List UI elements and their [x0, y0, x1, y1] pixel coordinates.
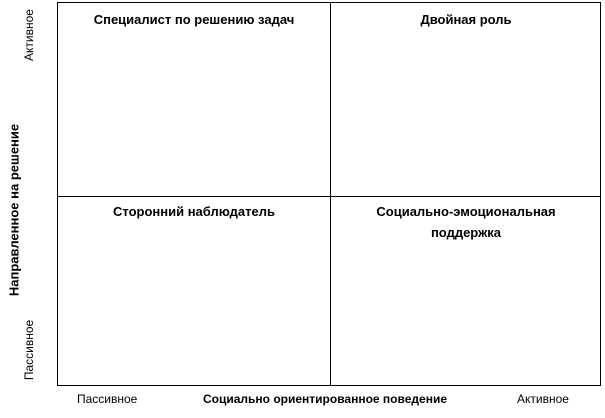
y-axis-low-label: Пассивное	[22, 319, 36, 381]
vertical-divider	[330, 3, 331, 385]
x-axis-low-label: Пассивное	[77, 392, 138, 406]
quadrant-bottom-right-line2: поддержка	[430, 225, 502, 240]
quadrant-top-right-label: Двойная роль	[420, 12, 512, 27]
quadrant-bottom-left-label: Сторонний наблюдатель	[112, 204, 275, 219]
quadrant-bottom-right-label	[330, 201, 602, 243]
x-axis-high-label: Активное	[517, 392, 569, 406]
quadrant-grid	[57, 2, 601, 386]
horizontal-divider	[58, 196, 600, 197]
x-axis-title: Социально ориентированное поведение	[203, 392, 447, 406]
quadrant-top-left-label: Специалист по решению задач	[93, 12, 295, 27]
quadrant-bottom-right-line1: Социально-эмоциональная	[376, 204, 556, 219]
y-axis-high-label: Активное	[22, 9, 36, 61]
y-axis-title: Направленное на решение	[6, 123, 22, 297]
